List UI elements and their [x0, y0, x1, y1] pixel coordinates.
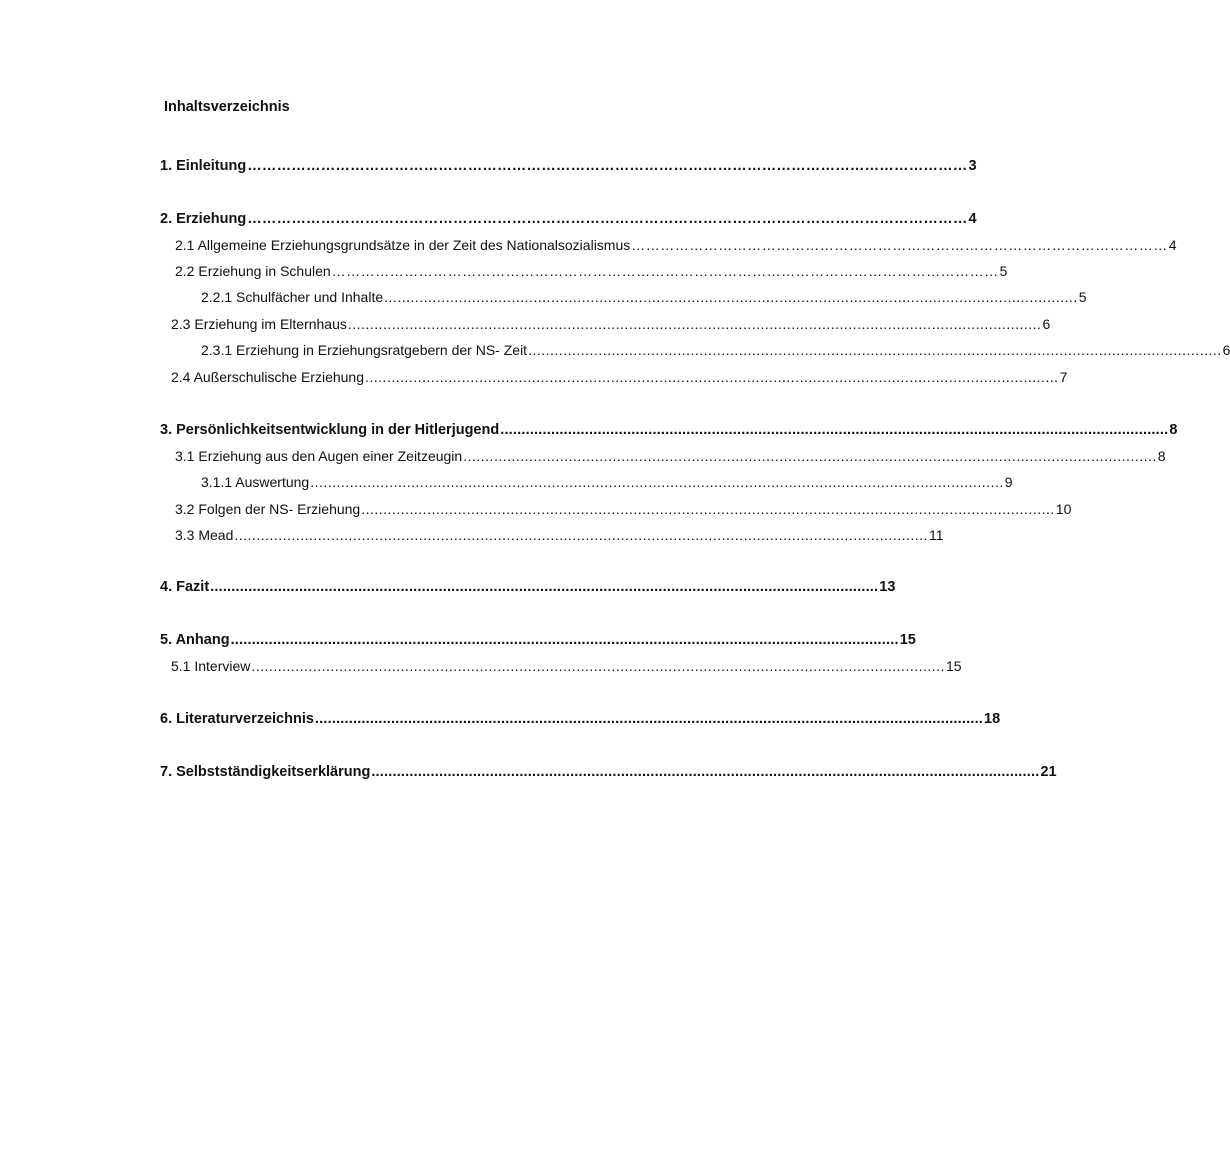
- toc-entry-2[interactable]: [160, 210, 977, 228]
- dot-leader: ..............................................................................................................................................................: [210, 579, 879, 595]
- toc-entry-4[interactable]: [160, 578, 896, 596]
- toc-entry-label: 1. Einleitung: [160, 158, 247, 174]
- dot-leader: ..............................................................................................................................................................: [347, 316, 1042, 332]
- toc-entry-page: 8: [1169, 422, 1178, 438]
- toc-entry-6[interactable]: [160, 710, 1001, 728]
- toc-entry-label: 5. Anhang: [160, 632, 230, 648]
- dot-leader: ..............................................................................................................................................................: [500, 422, 1169, 438]
- toc-entry-label: 2. Erziehung: [160, 211, 247, 227]
- dot-leader: ..............................................................................................................................................................: [463, 448, 1157, 464]
- toc-entry-2-3-1[interactable]: [201, 341, 1230, 359]
- toc-entry-3[interactable]: [160, 421, 1178, 439]
- toc-entry-page: 6: [1222, 342, 1230, 358]
- toc-entry-page: 10: [1055, 501, 1072, 517]
- toc-entry-label: 2.1 Allgemeine Erziehungsgrundsätze in der Zeit des Nationalsozialismus: [175, 237, 631, 253]
- dot-leader: ..............................................................................................................................................................: [528, 342, 1222, 358]
- toc-entry-page: 5: [999, 263, 1008, 279]
- toc-entry-label: 3. Persönlichkeitsentwicklung in der Hitlerjugend: [160, 422, 500, 438]
- dot-leader: ..............................................................................................................................................................: [361, 501, 1055, 517]
- dot-leader: ..............................................................................................................................................................: [314, 711, 984, 727]
- toc-entry-3-1[interactable]: [175, 447, 1166, 465]
- toc-entry-page: 15: [899, 632, 916, 648]
- toc-entry-3-1-1[interactable]: [201, 473, 1013, 491]
- dot-leader: ..............................................................................................................................................................: [310, 474, 1004, 490]
- toc-entry-page: 4: [968, 211, 977, 227]
- toc-entry-label: 2.2.1 Schulfächer und Inhalte: [201, 289, 384, 305]
- toc-entry-label: 7. Selbstständigkeitserklärung: [160, 764, 371, 780]
- toc-entry-2-4[interactable]: [171, 368, 1068, 386]
- toc-entry-2-2[interactable]: [175, 262, 1008, 280]
- toc-entry-page: 18: [984, 711, 1001, 727]
- toc-entry-label: 2.2 Erziehung in Schulen: [175, 263, 331, 279]
- toc-entry-page: 7: [1059, 369, 1068, 385]
- toc-entry-2-2-1[interactable]: [201, 288, 1087, 306]
- dot-leader: ..............................................................................................................................................................: [371, 764, 1040, 780]
- toc-entry-label: 3.1.1 Auswertung: [201, 474, 310, 490]
- toc-entry-label: 3.1 Erziehung aus den Augen einer Zeitzeugin: [175, 448, 463, 464]
- toc-entry-3-3[interactable]: [175, 526, 944, 544]
- dot-leader: ..............................................................................................................................................................: [365, 369, 1059, 385]
- toc-entry-page: 6: [1042, 316, 1051, 332]
- toc-entry-7[interactable]: [160, 763, 1057, 781]
- toc-entry-label: 5.1 Interview: [171, 658, 251, 674]
- toc-entry-label: 3.3 Mead: [175, 527, 234, 543]
- toc-entry-2-1[interactable]: [175, 236, 1177, 254]
- toc-entry-3-2[interactable]: [175, 500, 1072, 518]
- toc-entry-page: 8: [1157, 448, 1166, 464]
- toc-entry-label: 2.3.1 Erziehung in Erziehungsratgebern der NS- Zeit: [201, 342, 528, 358]
- toc-entry-label: 2.4 Außerschulische Erziehung: [171, 369, 364, 385]
- dot-leader: ..............................................................................................................................................................: [251, 658, 945, 674]
- toc-entry-1[interactable]: [160, 157, 977, 175]
- toc-entry-5-1[interactable]: [171, 657, 962, 675]
- dot-leader: ..............................................................................................................................................................: [230, 632, 899, 648]
- toc-entry-page: 15: [945, 658, 962, 674]
- dot-leader: ..............................................................................................................................................................: [384, 289, 1078, 305]
- toc-entry-label: 3.2 Folgen der NS- Erziehung: [175, 501, 361, 517]
- toc-entry-label: 4. Fazit: [160, 579, 210, 595]
- dot-leader: …………………………………………………………………………………………………………………………: [331, 263, 999, 279]
- toc-entry-label: 6. Literaturverzeichnis: [160, 711, 314, 727]
- toc-entry-2-3[interactable]: [171, 315, 1051, 333]
- toc-title: Inhaltsverzeichnis: [164, 99, 290, 115]
- dot-leader: …………………………………………………………………………………………………………………………………: [247, 211, 968, 227]
- dot-leader: ..............................................................................................................................................................: [234, 527, 928, 543]
- toc-entry-page: 3: [968, 158, 977, 174]
- toc-entry-page: 21: [1040, 764, 1057, 780]
- dot-leader: …………………………………………………………………………………………………: [631, 237, 1168, 253]
- toc-entry-page: 4: [1168, 237, 1177, 253]
- toc-entry-label: 2.3 Erziehung im Elternhaus: [171, 316, 347, 332]
- toc-entry-page: 13: [879, 579, 896, 595]
- toc-entry-page: 11: [928, 527, 944, 543]
- toc-entry-5[interactable]: [160, 631, 916, 649]
- toc-entry-page: 5: [1078, 289, 1087, 305]
- toc-entry-page: 9: [1004, 474, 1013, 490]
- dot-leader: …………………………………………………………………………………………………………………………………: [247, 158, 968, 174]
